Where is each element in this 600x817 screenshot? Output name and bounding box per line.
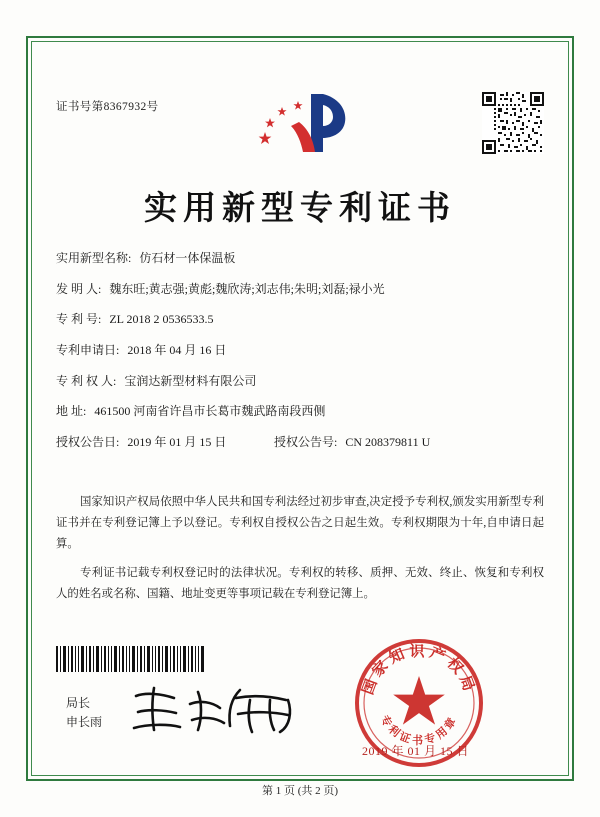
field-row-application-date (56, 342, 546, 358)
field-row-patent-number (56, 311, 546, 327)
field-label: 地 址: (56, 404, 87, 419)
field-list (56, 250, 546, 465)
svg-text:专利证书专用章: 专利证书专用章 (377, 713, 461, 747)
certificate-number: 证书号第8367932号 (56, 101, 159, 113)
handwritten-signature-icon (128, 682, 303, 738)
signature-block (66, 694, 102, 732)
page-title: 实用新型专利证书 (144, 188, 456, 227)
svg-text:国家知识产权局: 国家知识产权局 (358, 642, 480, 697)
corner-ornament-bottom-right (558, 765, 574, 781)
legal-paragraph-1: 国家知识产权局依照中华人民共和国专利法经过初步审查,决定授予专利权,颁发实用新型专利证书并在专利登记簿上予以登记。专利权自授权公告之日起生效。专利权期限为十年,自申请日起算。 (56, 496, 544, 551)
corner-ornament-bottom-left (26, 765, 42, 781)
qr-code-icon (482, 92, 544, 154)
grant-publication-number-label: 授权公告号: (274, 435, 338, 450)
field-value: 魏东旺;黄志强;黄彪;魏欣涛;刘志伟;朱明;刘磊;禄小光 (109, 281, 385, 296)
field-row-patentee (56, 373, 546, 389)
corner-ornament-top-right (558, 36, 574, 52)
cnipa-logo-icon (253, 88, 349, 158)
field-row-utility-model-name (56, 250, 546, 266)
field-value: 461500 河南省许昌市长葛市魏武路南段西侧 (94, 404, 326, 419)
field-row-address (56, 403, 546, 419)
field-row-inventors (56, 281, 546, 297)
page-footer: 第 1 页 (共 2 页) (261, 785, 339, 797)
field-value: 2018 年 04 月 16 日 (127, 343, 227, 358)
corner-ornament-top-left (26, 36, 42, 52)
field-row-grant (56, 434, 546, 450)
signature-title: 局长 (66, 696, 91, 710)
legal-text-block (56, 492, 544, 613)
field-label: 专 利 权 人: (56, 373, 117, 388)
grant-date-label: 授权公告日: (56, 435, 120, 450)
field-value: 仿石材一体保温板 (139, 251, 236, 265)
barcode-icon (56, 646, 204, 672)
field-label: 实用新型名称: (56, 251, 132, 265)
field-value: ZL 2018 2 0536533.5 (109, 312, 214, 327)
field-label: 专利申请日: (56, 343, 120, 358)
field-value: 宝润达新型材料有限公司 (124, 373, 257, 388)
grant-publication-number-value: CN 208379811 U (345, 435, 431, 450)
signature-name: 申长雨 (66, 715, 103, 730)
seal-date: 2019 年 01 月 15 日 (362, 744, 470, 758)
legal-paragraph-2: 专利证书记载专利权登记时的法律状况。专利权的转移、质押、无效、终止、恢复和专利权人的姓名或名称、国籍、地址变更等事项记载在专利登记簿上。 (56, 567, 544, 601)
field-label: 专 利 号: (56, 312, 102, 327)
field-label: 发 明 人: (56, 281, 102, 296)
grant-date-value: 2019 年 01 月 15 日 (127, 435, 227, 450)
